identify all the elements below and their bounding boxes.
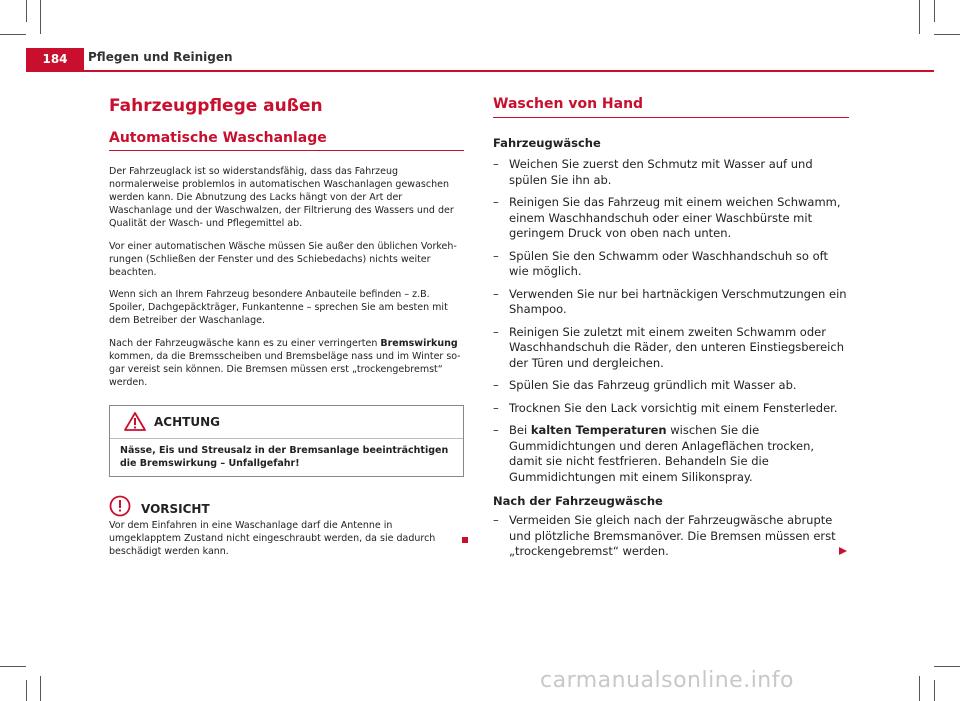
crop-mark: [26, 680, 27, 701]
watermark: carmanualsonline.info: [540, 668, 794, 693]
list-item-text: Vermeiden Sie gleich nach der Fahrzeugwäsche abrupte und plötzliche Bremsmanöver. Die Bremsen müssen erst „trockengebremst“ werden.: [509, 513, 836, 558]
list-item-text: Reinigen Sie zuletzt mit einem zweiten Schwamm oder Waschhandschuh die Räder, den unteren Einstiegsbereich der Türen und dergleichen.: [509, 324, 844, 370]
list-item: [493, 287, 849, 318]
crop-mark: [919, 0, 920, 34]
list-item: [493, 157, 849, 188]
list-item: [493, 423, 849, 485]
list-item: [493, 401, 849, 417]
crop-mark: [919, 676, 920, 701]
continue-arrow-icon: [838, 546, 848, 556]
warning-box: [109, 405, 464, 477]
dash-marker: –: [493, 423, 499, 437]
section-title-automatic-wash: Automatische Waschanlage: [109, 130, 464, 151]
dash-marker: –: [493, 195, 499, 209]
list-item: [493, 249, 849, 280]
page-title: Fahrzeugpflege außen: [109, 96, 323, 116]
warning-text: Nässe, Eis und Streusalz in der Bremsanlage beeinträchtigen die Bremswirkung – Unfallgefahr!: [120, 444, 449, 469]
dash-marker: –: [493, 324, 499, 339]
paragraph: Der Fahrzeuglack ist so widerstandsfähig, dass das Fahrzeug normalerweise problemlos in automatischen Waschanlagen gewaschen werden kann. Die Abnutzung des Lacks hängt von der Art der Waschanlage und der Waschwalzen, der Filtrierung des Wassers und der Qualität der Wasch- und Pflegemittel ab.: [109, 166, 454, 229]
dash-marker: –: [493, 248, 499, 263]
list-item-text: Trocknen Sie den Lack vorsichtig mit einem Fensterleder.: [509, 400, 838, 415]
crop-mark: [934, 680, 935, 701]
dash-marker: –: [493, 286, 499, 301]
instruction-list: [493, 157, 849, 485]
caution-label: VORSICHT: [141, 501, 210, 516]
emphasis-cold-temperatures: kalten Temperaturen: [530, 423, 667, 437]
list-item: [493, 378, 849, 394]
list-item: [493, 513, 849, 560]
list-item-text: Spülen Sie den Schwamm oder Waschhandschuh so oft wie möglich.: [509, 248, 828, 278]
dash-marker: –: [493, 513, 499, 527]
caution-text: Vor dem Einfahren in eine Waschanlage darf die Antenne in umgeklapptem Zustand nicht eingeschraubt werden, da sie dadurch beschädigt werden kann.: [109, 519, 436, 557]
page-number: 184: [26, 48, 84, 70]
caution-header: [109, 495, 464, 517]
dash-marker: –: [493, 400, 499, 415]
crop-mark: [934, 666, 960, 667]
emphasis-brake-effect: Bremswirkung: [380, 337, 458, 349]
caution-exclamation-icon: [109, 495, 131, 517]
paragraph: [109, 337, 464, 389]
header-rule: [26, 70, 934, 72]
paragraph-text: Nach der Fahrzeugwäsche kann es zu einer verringerten: [109, 337, 381, 349]
crop-mark: [26, 0, 27, 22]
list-item-text: Weichen Sie zuerst den Schmutz mit Wasser auf und spülen Sie ihn ab.: [509, 157, 813, 187]
running-title: Pflegen und Reinigen: [88, 50, 233, 64]
paragraph: Wenn sich an Ihrem Fahrzeug besondere Anbauteile befinden – z.B. Spoiler, Dachgepäckträger, Funkantenne – sprechen Sie am besten mit dem Betreiber der Waschanlage.: [109, 289, 448, 326]
crop-mark: [0, 666, 26, 667]
list-item-text: Spülen Sie das Fahrzeug gründlich mit Wasser ab.: [509, 378, 797, 392]
subheading-after-wash: Nach der Fahrzeugwäsche: [493, 494, 663, 508]
section-title-hand-wash: Waschen von Hand: [493, 96, 849, 118]
list-item-text: wischen Sie die Gummidichtungen und deren Anlageflächen trocken, damit sie nicht festfrieren. Behandeln Sie die Gummidichtungen mit einem Silikonspray.: [509, 423, 815, 484]
crop-mark: [934, 0, 935, 22]
crop-mark: [40, 676, 41, 701]
crop-mark: [40, 0, 41, 34]
dash-marker: –: [493, 378, 499, 392]
list-item-text: Reinigen Sie das Fahrzeug mit einem weichen Schwamm, einem Waschhandschuh oder einer Waschbürste mit geringem Druck von oben nach unten.: [509, 195, 841, 240]
list-item: [493, 195, 849, 242]
warning-label: ACHTUNG: [154, 414, 220, 429]
instruction-list: [493, 513, 849, 560]
warning-triangle-icon: [124, 412, 146, 431]
dash-marker: –: [493, 157, 499, 171]
list-item: [493, 325, 849, 372]
crop-mark: [0, 34, 26, 35]
paragraph: Vor einer automatischen Wäsche müssen Sie außer den üblichen Vorkehrungen (Schließen der Fenster und des Schiebedachs) nichts weiter beachten.: [109, 240, 457, 278]
list-item-text: Bei: [509, 423, 531, 437]
warning-header: [110, 406, 463, 439]
subheading-car-wash: Fahrzeugwäsche: [493, 136, 601, 150]
section-end-mark: [462, 537, 468, 543]
right-column: [493, 96, 849, 560]
list-item-text: Verwenden Sie nur bei hartnäckigen Verschmutzungen ein Shampoo.: [509, 286, 847, 316]
crop-mark: [934, 34, 960, 35]
left-column: [109, 96, 464, 558]
paragraph-text: kommen, da die Bremsscheiben und Bremsbeläge nass und im Winter sogar vereist sein können. Die Bremsen müssen erst „trockengebremst“ werden.: [109, 350, 461, 388]
